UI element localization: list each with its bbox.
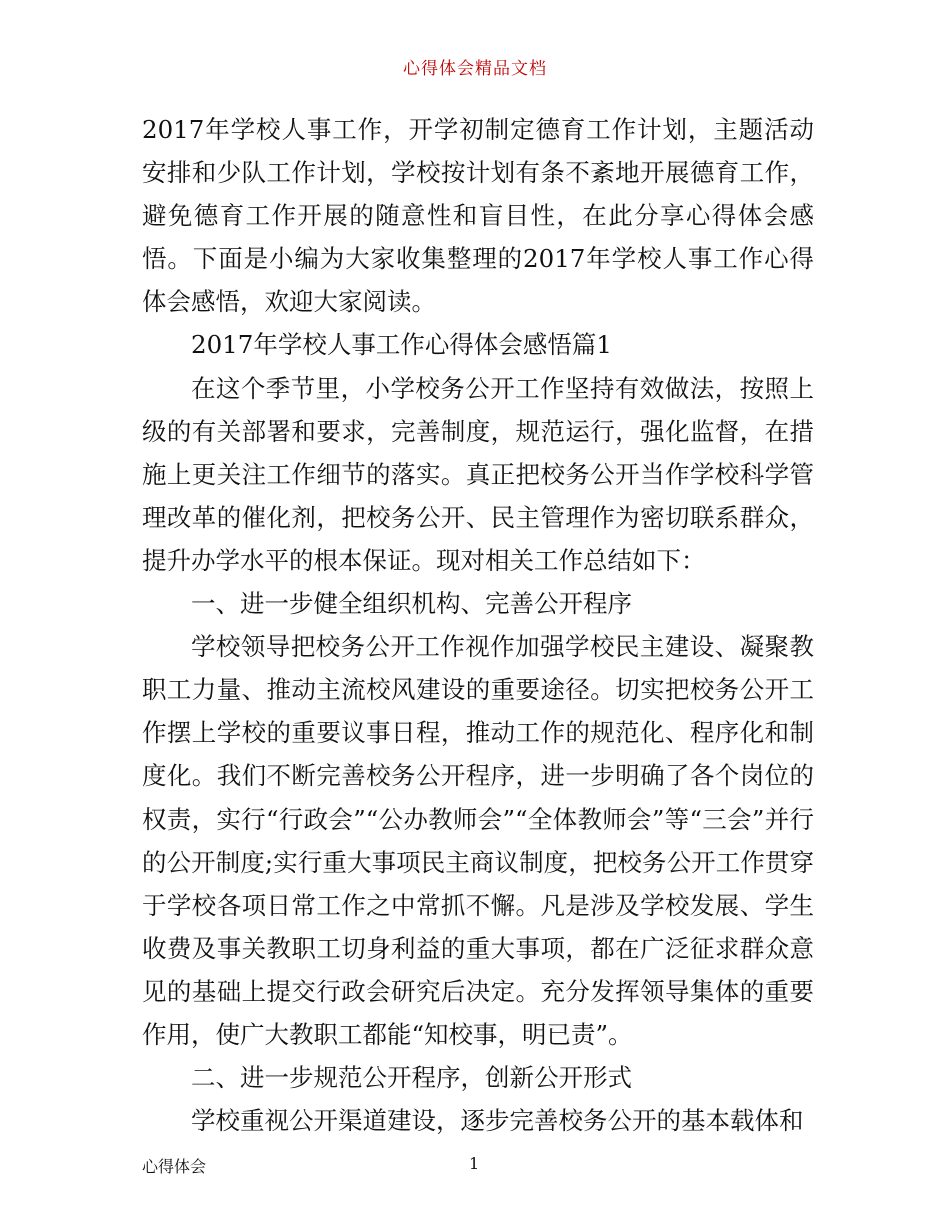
paragraph-section-title: 2017年学校人事工作心得体会感悟篇1 (191, 330, 612, 360)
document-body (142, 108, 814, 1142)
paragraph-intro: 2017年学校人事工作，开学初制定德育工作计划，主题活动安排和少队工作计划，学校按计划有条不紊地开展德育工作，避免德育工作开展的随意性和盲目性，在此分享心得体会感悟。下面是小编为大家收集整理的2017年学校人事工作心得体会感悟，欢迎大家阅读。 (142, 115, 814, 317)
paragraph-body-one: 学校领导把校务公开工作视作加强学校民主建设、凝聚教职工力量、推动主流校风建设的重要途径。切实把校务公开工作摆上学校的重要议事日程，推动工作的规范化、程序化和制度化。我们不断完善校务公开程序，进一步明确了各个岗位的权责，实行“行政会”“公办教师会”“全体教师会”等“三会”并行的公开制度;实行重大事项民主商议制度，把校务公开工作贯穿于学校各项日常工作之中常抓不懈。凡是涉及学校发展、学生收费及事关教职工切身利益的重大事项，都在广泛征求群众意见的基础上提交行政会研究后决定。充分发挥领导集体的重要作用，使广大教职工都能“知校事，明已责”。 (142, 632, 814, 1049)
paragraph-body-two: 学校重视公开渠道建设，逐步完善校务公开的基本载体和 (191, 1106, 804, 1136)
page-number: 1 (469, 1154, 480, 1173)
document-header-title: 心得体会精品文档 (403, 59, 547, 79)
footer-label: 心得体会 (142, 1157, 207, 1176)
paragraph-heading-two: 二、进一步规范公开程序，创新公开形式 (191, 1063, 632, 1093)
paragraph-overview: 在这个季节里，小学校务公开工作坚持有效做法，按照上级的有关部署和要求，完善制度，规范运行，强化监督，在措施上更关注工作细节的落实。真正把校务公开当作学校科学管理改革的催化剂，把校务公开、民主管理作为密切联系群众，提升办学水平的根本保证。现对相关工作总结如下： (142, 373, 814, 575)
paragraph-heading-one: 一、进一步健全组织机构、完善公开程序 (191, 589, 632, 619)
